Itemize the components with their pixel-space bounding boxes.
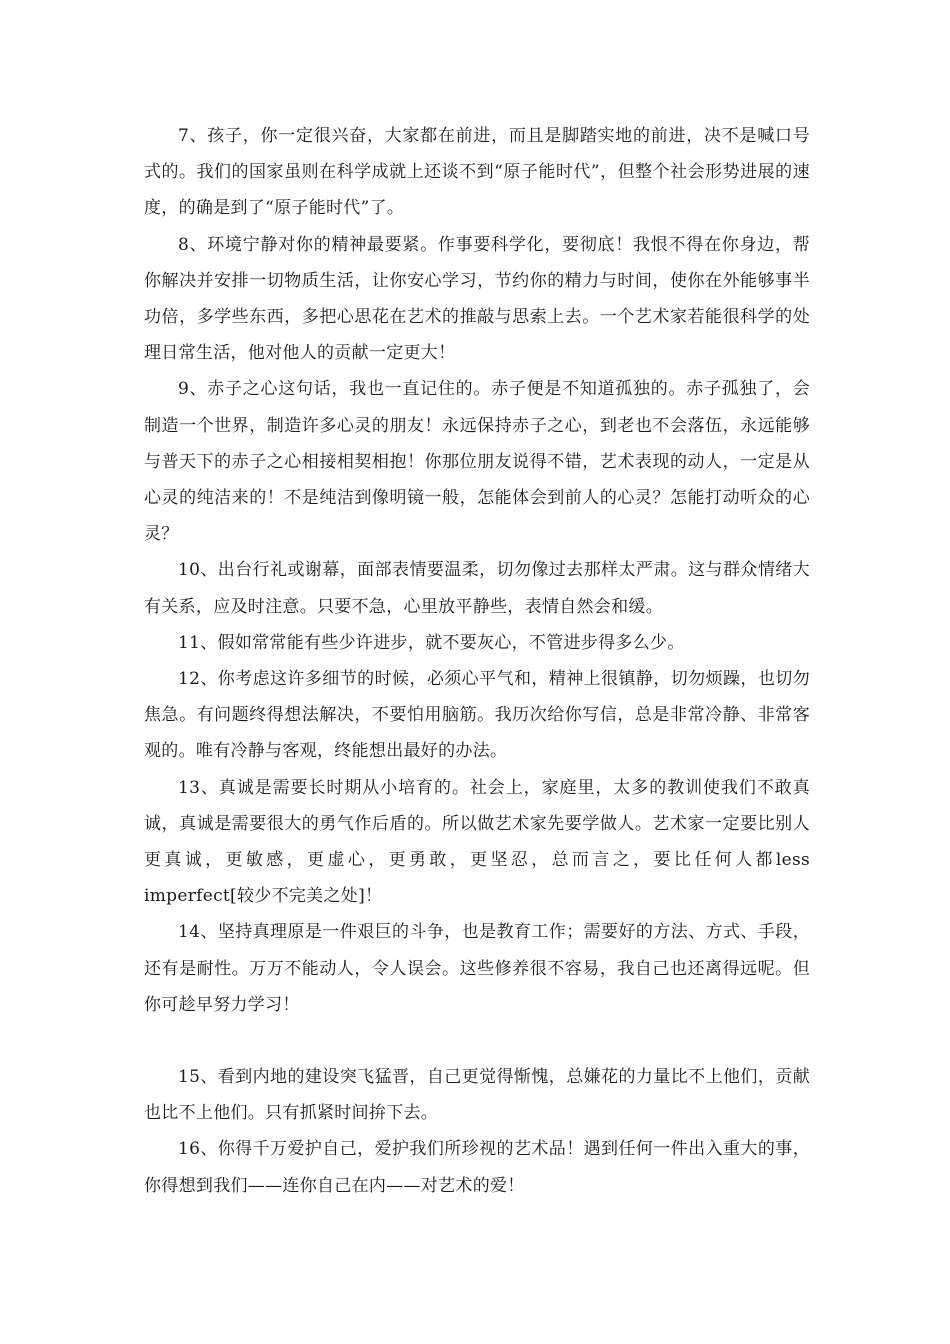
paragraph-12: 12、你考虑这许多细节的时候，必须心平气和，精神上很镇静，切勿烦躁，也切勿焦急。有问题终得想法解决，不要怕用脑筋。我历次给你写信，总是非常冷静、非常客观的。唯有冷静与客观，终能想出最好的办法。	[144, 669, 810, 762]
paragraph-16: 16、你得千万爱护自己，爱护我们所珍视的艺术品！遇到任何一件出入重大的事，你得想到我们——连你自己在内——对艺术的爱！	[144, 1139, 810, 1196]
paragraph-7: 7、孩子，你一定很兴奋，大家都在前进，而且是脚踏实地的前进，决不是喊口号式的。我们的国家虽则在科学成就上还谈不到“原子能时代”，但整个社会形势进展的速度，的确是到了“原子能时代”了。	[144, 126, 810, 219]
document-body	[144, 118, 810, 1204]
paragraph-10: 10、出台行礼或谢幕，面部表情要温柔，切勿像过去那样太严肃。这与群众情绪大有关系，应及时注意。只要不急，心里放平静些，表情自然会和缓。	[144, 560, 810, 617]
paragraph-15: 15、看到内地的建设突飞猛晋，自己更觉得惭愧，总嫌花的力量比不上他们，贡献也比不上他们。只有抓紧时间拚下去。	[144, 1067, 810, 1124]
paragraph-8: 8、环境宁静对你的精神最要紧。作事要科学化，要彻底！我恨不得在你身边，帮你解决并安排一切物质生活，让你安心学习，节约你的精力与时间，使你在外能够事半功倍，多学些东西，多把心思花在艺术的推敲与思索上去。一个艺术家若能很科学的处理日常生活，他对他人的贡献一定更大！	[144, 234, 810, 364]
paragraph-14: 14、坚持真理原是一件艰巨的斗争，也是教育工作；需要好的方法、方式、手段，还有是耐性。万万不能动人，令人误会。这些修养很不容易，我自己也还离得远呢。但你可趁早努力学习！	[144, 922, 810, 1015]
paragraph-13: 13、真诚是需要长时期从小培育的。社会上，家庭里，太多的教训使我们不敢真诚，真诚是需要很大的勇气作后盾的。所以做艺术家先要学做人。艺术家一定要比别人更真诚，更敏感，更虚心，更勇敢，更坚忍，总而言之，要比任何人都less imperfect[较少不完美之处]！	[144, 777, 810, 907]
paragraph-11: 11、假如常常能有些少许进步，就不要灰心，不管进步得多么少。	[178, 632, 685, 653]
paragraph-9: 9、赤子之心这句话，我也一直记住的。赤子便是不知道孤独的。赤子孤独了，会制造一个世界，制造许多心灵的朋友！永远保持赤子之心，到老也不会落伍，永远能够与普天下的赤子之心相接相契相抱！你那位朋友说得不错，艺术表现的动人，一定是从心灵的纯洁来的！不是纯洁到像明镜一般，怎能体会到前人的心灵？怎能打动听众的心灵？	[144, 379, 810, 545]
